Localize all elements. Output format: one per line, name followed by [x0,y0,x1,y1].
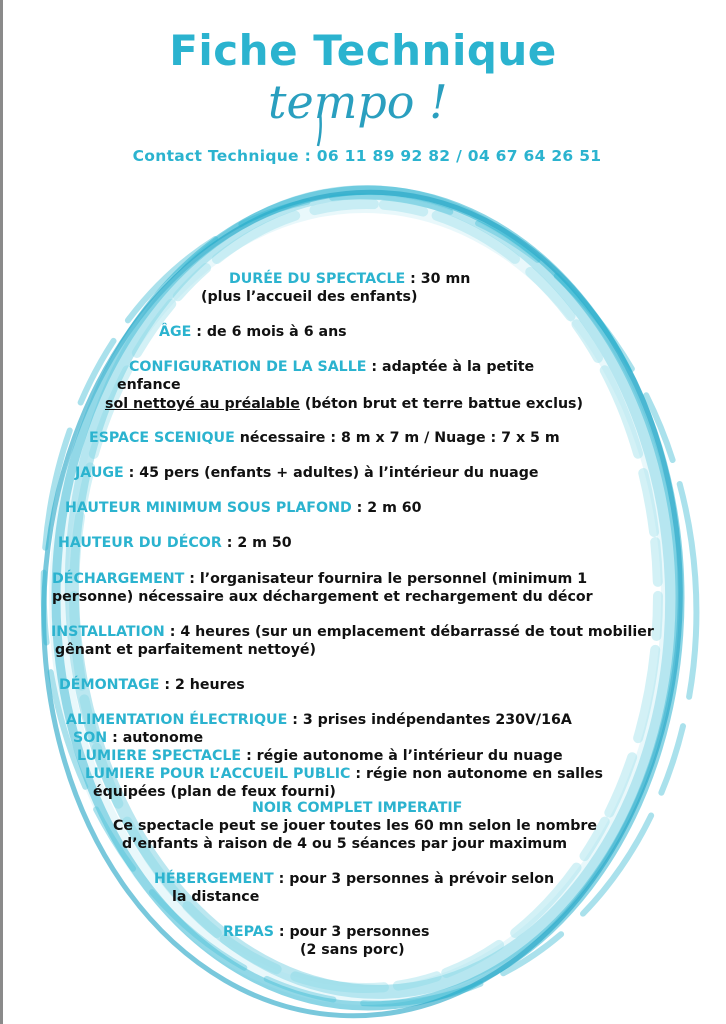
tempo-logo [262,72,472,148]
spec-espace: ESPACE SCENIQUE nécessaire : 8 m x 7 m / Nuage : 7 x 5 m [89,430,560,446]
spec-seances-line2: d’enfants à raison de 4 ou 5 séances par jour maximum [122,836,568,852]
label: DURÉE DU SPECTACLE [229,271,406,287]
spec-hauteur-decor: HAUTEUR DU DÉCOR : 2 m 50 [58,535,292,551]
spec-lumiere-accueil-line2: équipées (plan de feux fourni) [93,784,336,800]
spec-seances: Ce spectacle peut se jouer toutes les 60 mn selon le nombre [113,818,598,834]
spec-hebergement-line2: la distance [172,889,260,905]
logo-text: tempo ! [268,75,448,129]
spec-age: ÂGE : de 6 mois à 6 ans [159,324,347,340]
spec-repas-line2: (2 sans porc) [300,942,405,958]
spec-repas: REPAS : pour 3 personnes [223,924,430,940]
page-title: Fiche Technique [169,26,557,75]
spec-hauteur-plafond: HAUTEUR MINIMUM SOUS PLAFOND : 2 m 60 [65,500,422,516]
spec-dechargement: DÉCHARGEMENT : l’organisateur fournira le personnel (minimum 1 [52,571,588,587]
spec-hebergement: HÉBERGEMENT : pour 3 personnes à prévoir selon [154,871,555,887]
spec-son: SON : autonome [73,730,204,746]
technical-contact: Contact Technique : 06 11 89 92 82 / 04 67 64 26 51 [132,147,602,165]
spec-configuration: CONFIGURATION DE LA SALLE : adaptée à la petite [129,359,535,375]
spec-demontage: DÉMONTAGE : 2 heures [59,677,245,693]
spec-lumiere-accueil: LUMIERE POUR L’ACCUEIL PUBLIC : régie non autonome en salles [85,766,603,782]
spec-configuration-line3: sol nettoyé au préalable (béton brut et terre battue exclus) [105,396,583,412]
spec-installation-line2: gênant et parfaitement nettoyé) [55,642,316,658]
spec-duree-detail: (plus l’accueil des enfants) [201,289,418,305]
spec-jauge: JAUGE : 45 pers (enfants + adultes) à l’intérieur du nuage [75,465,539,481]
spec-dechargement-line2: personne) nécessaire aux déchargement et rechargement du décor [52,589,593,605]
spec-alimentation: ALIMENTATION ÉLECTRIQUE : 3 prises indépendantes 230V/16A [66,712,572,728]
spec-configuration-line2: enfance [117,377,181,393]
spec-noir-complet: NOIR COMPLET IMPERATIF [252,800,463,816]
spec-duree: DURÉE DU SPECTACLE : 30 mn [229,271,471,287]
spec-installation: INSTALLATION : 4 heures (sur un emplacement débarrassé de tout mobilier [51,624,654,640]
spec-lumiere-spectacle: LUMIERE SPECTACLE : régie autonome à l’intérieur du nuage [77,748,563,764]
